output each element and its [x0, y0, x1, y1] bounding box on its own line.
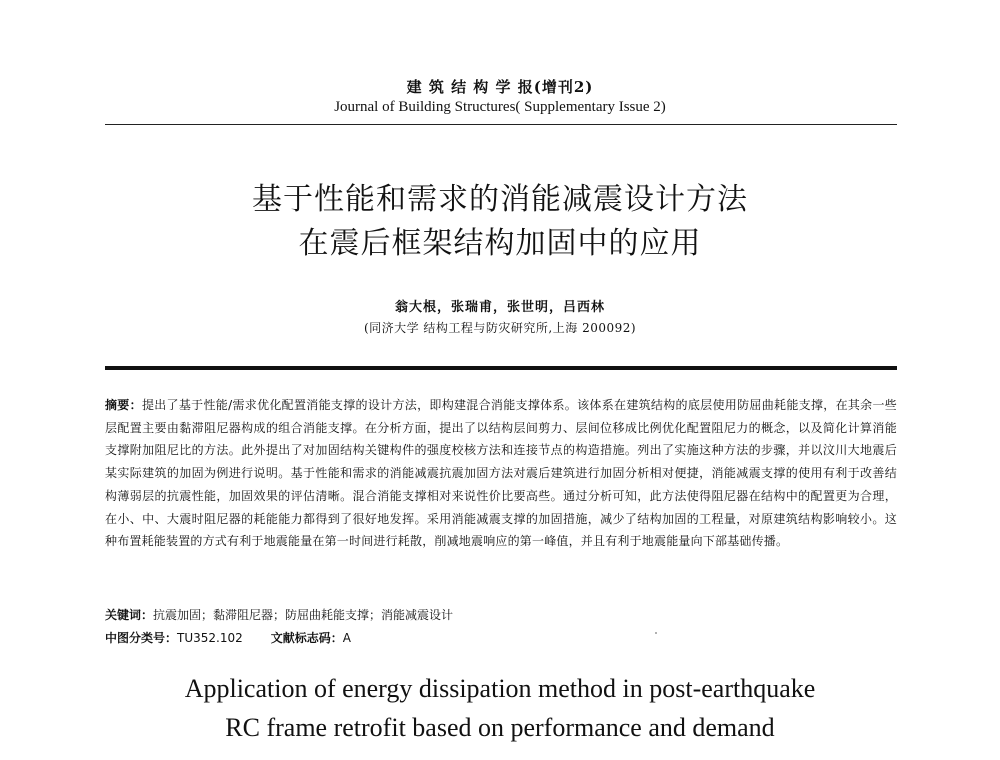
abstract-text: 提出了基于性能/需求优化配置消能支撑的设计方法，即构建混合消能支撑体系。该体系在建筑结构的底层使用防屈曲耗能支撑，在其余一些层配置主要由黏滞阻尼器构成的组合消能支撑。在分析方面，提出了以结构层间剪力、层间位移成比例优化配置阻尼力的概念，以及简化计算消能支撑附加阻尼比的方法。此外提出了对加固结构关键构件的强度校核方法和连接节点的构造措施。列出了实施这种方法的步骤，并以汶川大地震后某实际建筑的加固为例进行说明。基于性能和需求的消能减震抗震加固方法对震后建筑进行加固分析相对便捷，消能减震支撑的使用有利于改善结构薄弱层的抗震性能，加固效果的评估清晰。混合消能支撑相对来说性价比要高些。通过分析可知，此方法使得阻尼器在结构中的配置更为合理，在小、中、大震时阻尼器的耗能能力都得到了很好地发挥。采用消能减震支撑的加固措施，减少了结构加固的工程量，对原建筑结构影响较小。这种布置耗能装置的方式有利于地震能量在第一时间进行耗散，削减地震响应的第一峰值，并且有利于地震能量向下部基础传播。 — [105, 398, 897, 549]
classification — [105, 629, 897, 646]
paper-title-cn — [0, 178, 1000, 266]
clc-label: 中图分类号： — [105, 631, 178, 645]
authors: 翁大根，张瑞甫，张世明，吕西林 — [394, 300, 605, 315]
keywords-text: 抗震加固；黏滞阻尼器；防屈曲耗能支撑；消能减震设计 — [153, 608, 454, 622]
abstract — [105, 394, 897, 553]
title-cn-line-2: 在震后框架结构加固中的应用 — [298, 226, 702, 261]
title-cn-line-1: 基于性能和需求的消能减震设计方法 — [252, 182, 748, 217]
header-rule — [105, 124, 897, 125]
abstract-label: 摘要： — [105, 398, 142, 412]
keywords — [105, 606, 897, 623]
doc-code-value: A — [342, 631, 351, 645]
keywords-label: 关键词： — [105, 608, 154, 622]
journal-name-cn: 建 筑 结 构 学 报(增刊2) — [406, 78, 594, 96]
journal-name-en: Journal of Building Structures( Supplementary Issue 2) — [334, 99, 666, 115]
doc-code-label: 文献标志码： — [270, 631, 343, 645]
paper-title-en — [0, 669, 1000, 747]
affiliation: (同济大学 结构工程与防灾研究所,上海 200092) — [363, 321, 637, 335]
title-en-line-2: RC frame retrofit based on performance and demand — [225, 713, 775, 742]
speck — [655, 632, 657, 634]
title-rule — [105, 366, 897, 370]
clc-value: TU352.102 — [177, 631, 243, 645]
title-en-line-1: Application of energy dissipation method in post-earthquake — [184, 674, 816, 703]
